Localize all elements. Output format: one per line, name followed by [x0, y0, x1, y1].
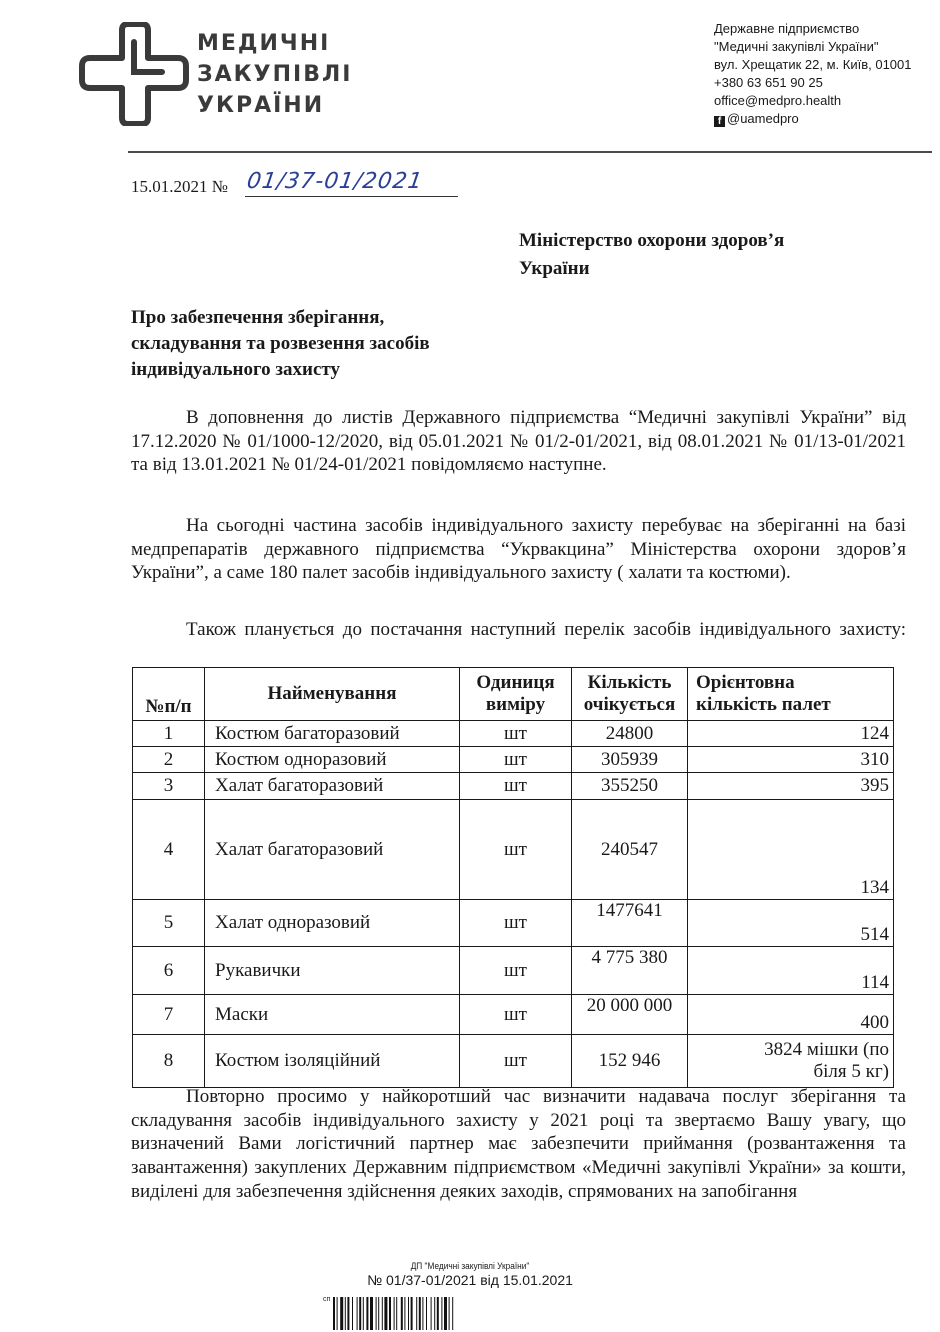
row-num: 5	[133, 900, 205, 947]
row-pallets: 124	[688, 721, 894, 747]
registration-number-handwritten: 01/37-01/2021	[245, 169, 425, 194]
addressee	[519, 227, 784, 283]
row-unit: шт	[460, 721, 572, 747]
row-unit: шт	[460, 773, 572, 800]
org-contact-block	[714, 20, 912, 128]
row-qty: 1477641	[572, 900, 688, 947]
table-row	[133, 721, 894, 747]
header-pallets: Орієнтовна кількість палет	[688, 668, 894, 721]
paragraph-3-intro: Також планується до постачання наступний перелік засобів індивідуального захисту:	[186, 619, 906, 640]
row-unit: шт	[460, 900, 572, 947]
ppe-table	[132, 667, 894, 1088]
row-qty: 24800	[572, 721, 688, 747]
subject-line-1: Про забезпечення зберігання,	[131, 307, 385, 328]
facebook-handle: @uamedpro	[727, 111, 799, 126]
row-num: 1	[133, 721, 205, 747]
row-qty: 240547	[572, 800, 688, 900]
row-num: 7	[133, 995, 205, 1035]
table-row	[133, 773, 894, 800]
row-pallets: 395	[688, 773, 894, 800]
row-qty: 305939	[572, 747, 688, 773]
table-row	[133, 1035, 894, 1088]
registration-date: 15.01.2021 №	[131, 177, 228, 196]
contact-facebook	[714, 110, 912, 128]
logo-line-1: МЕДИЧНІ	[197, 31, 331, 56]
header-num: №п/п	[133, 668, 205, 721]
contact-email: office@medpro.health	[714, 93, 842, 108]
row-num: 6	[133, 947, 205, 995]
facebook-icon: f	[714, 116, 725, 127]
row-pallets: 400	[688, 995, 894, 1035]
table-row	[133, 947, 894, 995]
paragraph-4: Повторно просимо у найкоротший час визначити надавача послуг зберігання та складування засобів індивідуального захисту у 2021 році та звертаємо Вашу увагу, що визначений Вами логістичний партнер має забезпечити приймання (розвантаження та завантаження) закуплених Державним підприємством «Медичні закупівлі України» за кошти, виділені для забезпечення здійснення деяких заходів, спрямованих на запобігання	[131, 1086, 906, 1202]
row-name: Костюм ізоляційний	[205, 1035, 460, 1088]
addressee-line-2: України	[519, 258, 590, 279]
row-num: 4	[133, 800, 205, 900]
logo-line-2: ЗАКУПІВЛІ	[197, 62, 353, 87]
header-divider	[128, 151, 932, 153]
row-pallets: 310	[688, 747, 894, 773]
row-name: Халат багаторазовий	[205, 800, 460, 900]
paragraph-1: В доповнення до листів Державного підприємства “Медичні закупівлі України” від 17.12.2020 № 01/1000-12/2020, від 05.01.2021 № 01/2-01/2021, від 08.01.2021 № 01/13-01/2021 та від 13.01.2021 № 01/24-01/2021 повідомляємо наступне.	[131, 407, 906, 476]
contact-address: вул. Хрещатик 22, м. Київ, 01001	[714, 57, 912, 72]
row-pallets: 134	[688, 800, 894, 900]
row-num: 3	[133, 773, 205, 800]
row-num: 8	[133, 1035, 205, 1088]
table-row	[133, 800, 894, 900]
row-name: Маски	[205, 995, 460, 1035]
row-name: Халат одноразовий	[205, 900, 460, 947]
row-pallets: 3824 мішки (по біля 5 кг)	[688, 1035, 894, 1088]
letter-subject	[131, 305, 531, 383]
row-unit: шт	[460, 1035, 572, 1088]
row-qty: 20 000 000	[572, 995, 688, 1035]
org-logo-text	[197, 28, 352, 121]
stamp-prefix: сп	[323, 1296, 331, 1303]
table-header-row	[133, 668, 894, 721]
row-name: Рукавички	[205, 947, 460, 995]
contact-org-type: Державне підприємство	[714, 21, 860, 36]
subject-line-2: складування та розвезення засобів	[131, 333, 430, 354]
subject-line-3: індивідуального захисту	[131, 359, 341, 380]
row-pallets: 514	[688, 900, 894, 947]
stamp-org: ДП "Медичні закупівлі України"	[410, 1261, 530, 1271]
row-num: 2	[133, 747, 205, 773]
row-unit: шт	[460, 947, 572, 995]
row-qty: 355250	[572, 773, 688, 800]
contact-org-name: "Медичні закупівлі України"	[714, 39, 879, 54]
paragraph-2: На сьогодні частина засобів індивідуального захисту перебуває на зберіганні на базі медпрепаратів державного підприємства “Укрвакцина” Міністерства охорони здоров’я України”, а саме 180 палет засобів індивідуального захисту ( халати та костюми).	[131, 515, 906, 584]
stamp-registration: № 01/37-01/2021 від 15.01.2021	[367, 1272, 573, 1288]
row-unit: шт	[460, 995, 572, 1035]
row-unit: шт	[460, 747, 572, 773]
row-name: Халат багаторазовий	[205, 773, 460, 800]
header-name: Найменування	[205, 668, 460, 721]
barcode-icon	[333, 1297, 539, 1330]
cross-logo-icon	[78, 22, 190, 126]
header-unit: Одиниця виміру	[460, 668, 572, 721]
row-qty: 152 946	[572, 1035, 688, 1088]
table-row	[133, 900, 894, 947]
contact-phone: +380 63 651 90 25	[714, 75, 823, 90]
row-pallets: 114	[688, 947, 894, 995]
registration-underline	[245, 196, 458, 197]
logo-line-3: УКРАЇНИ	[197, 93, 325, 118]
header-qty: Кількість очікується	[572, 668, 688, 721]
table-row	[133, 995, 894, 1035]
table-row	[133, 747, 894, 773]
row-name: Костюм одноразовий	[205, 747, 460, 773]
row-unit: шт	[460, 800, 572, 900]
row-name: Костюм багаторазовий	[205, 721, 460, 747]
row-qty: 4 775 380	[572, 947, 688, 995]
addressee-line-1: Міністерство охорони здоров’я	[519, 230, 785, 251]
